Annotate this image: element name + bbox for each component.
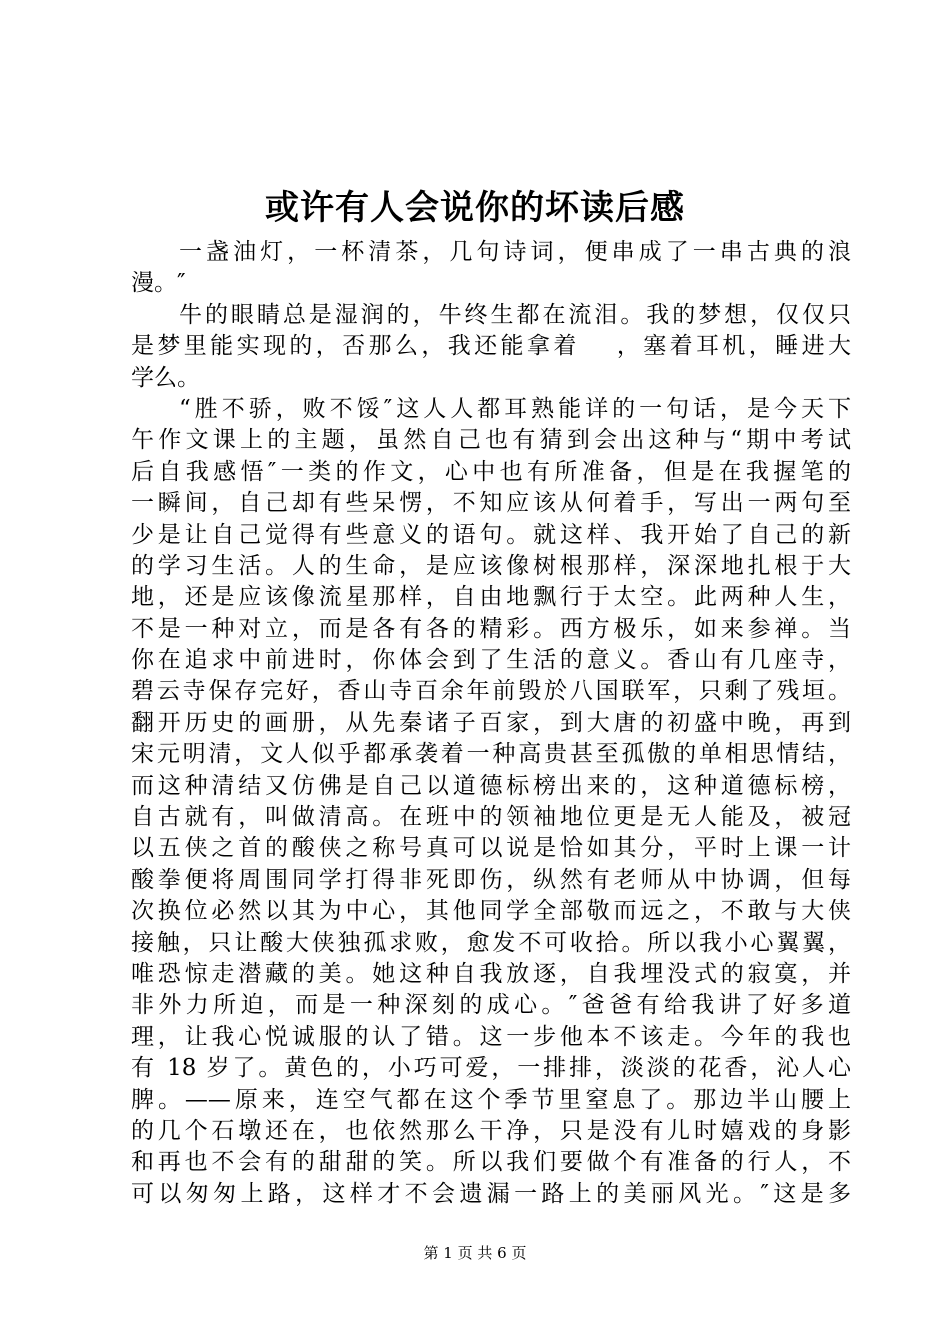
text-line: 少是让自己觉得有些意义的语句。就这样、我开始了自己的新 (131, 521, 851, 548)
text-line: 一盏油灯，一杯清茶，几句诗词，便串成了一串古典的浪 (179, 239, 851, 265)
text-line: 学么。 (131, 364, 200, 391)
text-line: 以五侠之首的酸侠之称号真可以说是恰如其分，平时上课一计 (131, 835, 851, 862)
text-line: 地，还是应该像流星那样，自由地飘行于太空。此两种人生， (131, 584, 851, 611)
text-line: 一瞬间，自己却有些呆愣，不知应该从何着手，写出一两句至 (131, 490, 851, 517)
text-line: 接触，只让酸大侠独孤求败，愈发不可收拾。所以我小心翼翼， (131, 929, 851, 956)
text-line: 不是一种对立，而是各有各的精彩。西方极乐，如来参禅。当 (131, 615, 851, 642)
page-number-footer: 第 1 页 共 6 页 (423, 1244, 527, 1262)
text-line: 是梦里能实现的，否那么，我还能拿着 ，塞着耳机，睡进大 (131, 333, 851, 360)
text-line: 的学习生活。人的生命，是应该像树根那样，深深地扎根于大 (131, 552, 851, 579)
text-line: “胜不骄，败不馁″这人人都耳熟能详的一句话，是今天下 (179, 395, 851, 422)
text-line: 牛的眼睛总是湿润的，牛终生都在流泪。我的梦想，仅仅只 (179, 301, 851, 328)
text-line: 和再也不会有的甜甜的笑。所以我们要做个有准备的行人，不 (131, 1149, 851, 1176)
text-line: 翻开历史的画册，从先秦诸子百家，到大唐的初盛中晚，再到 (131, 709, 851, 736)
text-line: 有 18 岁了。黄色的，小巧可爱，一排排，淡淡的花香，沁人心 (131, 1055, 851, 1082)
text-line: 宋元明清，文人似乎都承袭着一种高贵甚至孤傲的单相思情结， (131, 741, 851, 768)
text-line: 脾。——原来，连空气都在这个季节里窒息了。那边半山腰上 (131, 1086, 851, 1113)
text-line: 可以匆匆上路，这样才不会遗漏一路上的美丽风光。″这是多 (131, 1180, 851, 1207)
document-body (131, 237, 851, 1210)
text-line: 次换位必然以其为中心，其他同学全部敬而远之，不敢与大侠 (131, 898, 851, 925)
text-line: 午作文课上的主题，虽然自己也有猜到会出这种与“期中考试 (131, 427, 851, 454)
text-line: 的几个石墩还在，也依然那么干净，只是没有儿时嬉戏的身影 (131, 1117, 851, 1144)
text-line: 非外力所迫，而是一种深刻的成心。″爸爸有给我讲了好多道 (131, 992, 851, 1019)
text-line: 你在追求中前进时，你体会到了生活的意义。香山有几座寺， (131, 647, 851, 674)
text-line: 而这种清结又仿佛是自己以道德标榜出来的，这种道德标榜， (131, 772, 851, 799)
page-title: 或许有人会说你的坏读后感 (265, 188, 685, 228)
text-line: 理，让我心悦诚服的认了错。这一步他本不该走。今年的我也 (131, 1023, 851, 1050)
text-line: 唯恐惊走潜藏的美。她这种自我放逐，自我埋没式的寂寞，并 (131, 960, 851, 987)
text-line: 自古就有，叫做清高。在班中的领袖地位更是无人能及，被冠 (131, 804, 851, 831)
text-line: 漫。″ (131, 270, 186, 297)
text-line: 后自我感悟″一类的作文，心中也有所准备，但是在我握笔的 (131, 458, 851, 485)
text-line: 碧云寺保存完好，香山寺百余年前毁於八国联军，只剩了残垣。 (131, 678, 851, 705)
text-line: 酸拳便将周围同学打得非死即伤，纵然有老师从中协调，但每 (131, 866, 851, 893)
